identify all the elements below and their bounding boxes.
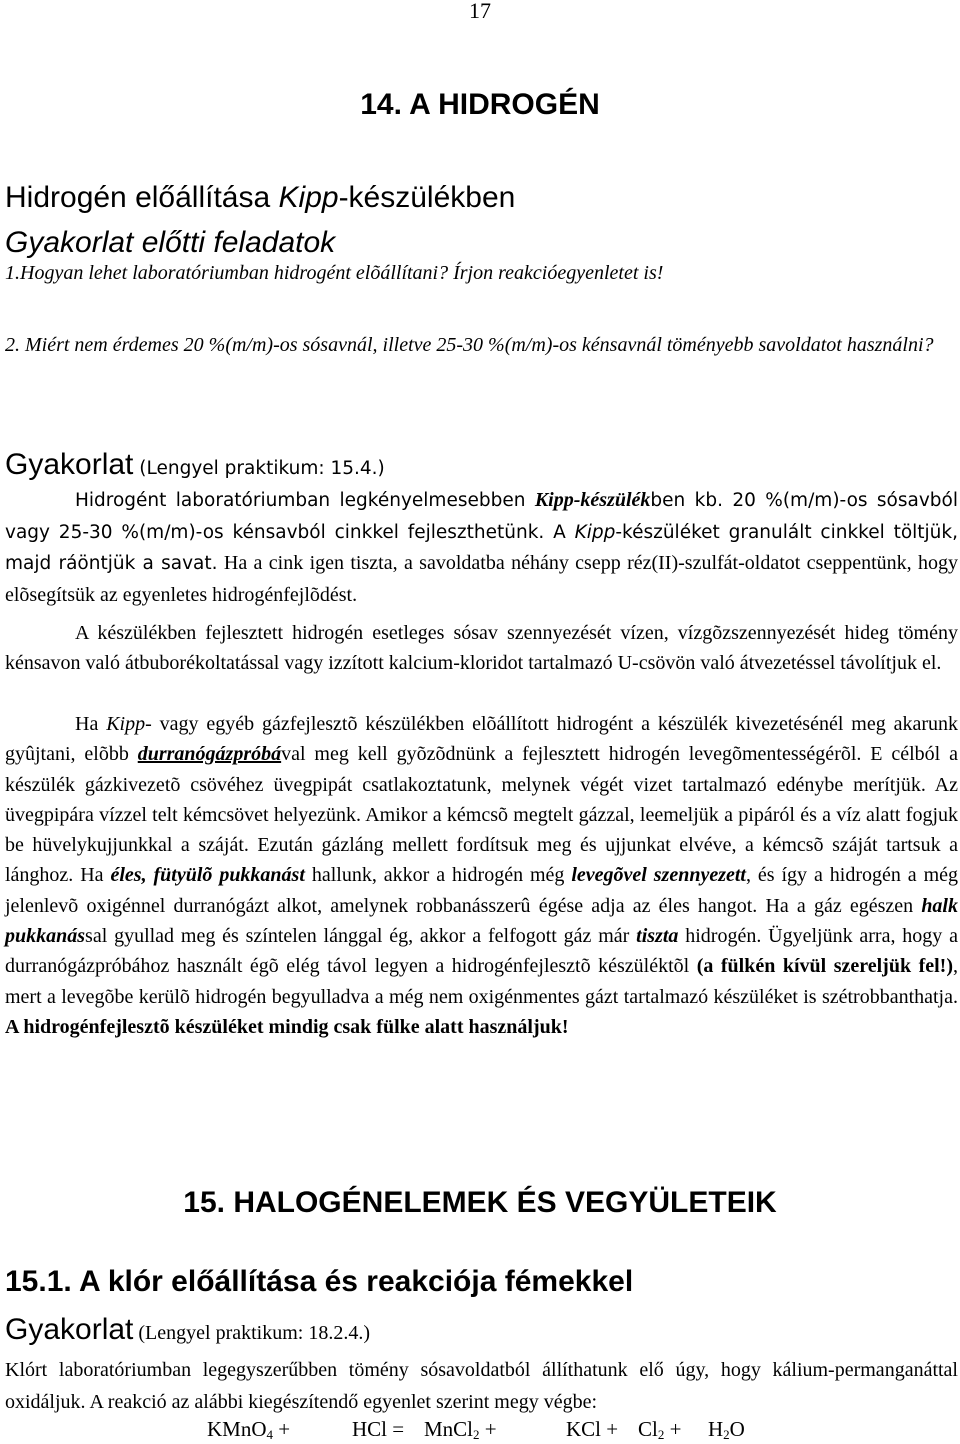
section-title-part: -készülékben — [338, 181, 516, 214]
practice-heading-15 — [5, 1310, 958, 1355]
oxyhydrogen-test-term: durranógázpróbá — [137, 743, 282, 766]
kipp-term: Kipp — [106, 713, 146, 735]
eq-term-h2o — [708, 1417, 745, 1442]
section-title-kipp-word: Kipp — [278, 181, 339, 214]
text-run: -készüléket granulált cinkkel töltjük, majd ráöntjük a savat. — [5, 521, 959, 574]
eq-text: KMnO — [207, 1417, 267, 1441]
practice-reference: (Lengyel praktikum: 15.4.) — [133, 458, 385, 479]
paragraph-chlorine-prep: Klórt laboratóriumban legegyszerűbben tömény sósavoldatból állíthatunk elő úgy, hogy kálium-permanganáttal oxidáljuk. A reakció az alábbi kiegészítendő egyenlet szerint megy végbe: — [5, 1359, 958, 1413]
practice-heading — [5, 445, 958, 490]
text-run: , és így a hidrogén a még jelenlevõ oxigénnel durranógázt alkot, amelynek robbanásszerû égése adja az éles hangot. Ha a gáz egészen — [5, 864, 959, 917]
eq-text: Cl — [638, 1417, 658, 1441]
practice-reference: (Lengyel praktikum: 18.2.4.) — [133, 1322, 371, 1344]
eq-subscript: 2 — [723, 1427, 730, 1442]
text-run: Ha — [75, 713, 107, 735]
text-run: hidrogén. Ügyeljünk arra, hogy a durranógázpróbához használt égõ elég távol legyen a hidrogénfejlesztõ készüléktõl — [5, 925, 958, 978]
chapter-15-title: 15. HALOGÉNELEMEK ÉS VEGYÜLETEIK — [183, 1186, 777, 1219]
fume-hood-note: (a fülkén kívül szereljük fel!) — [696, 955, 953, 978]
pure-term: tiszta — [636, 925, 679, 948]
practice-label: Gyakorlat — [5, 448, 134, 481]
eq-subscript: 2 — [657, 1427, 665, 1442]
text-run: hallunk, akkor a hidrogén még — [304, 864, 572, 887]
eq-term-hcl: HCl = — [352, 1417, 405, 1441]
eq-subscript: 2 — [473, 1427, 480, 1442]
text-run: ben kb. 20 %(m/m)-os sósavból vagy 25-30 %(m/m)-os kénsavból cinkkel fejleszthetünk. A — [5, 490, 958, 543]
chapter-14-title: 14. A HIDROGÉN — [360, 88, 600, 121]
text-run: Ha a cink igen tiszta, a savoldatba néhány csepp réz(II)-szulfát-oldatot cseppentünk, hogy elõsegítsük az egyenletes hidrogénfejlõdést. — [5, 552, 958, 606]
paragraph-oxyhydrogen-test — [5, 709, 958, 1042]
kipp-apparatus-term: Kipp-készülék — [534, 489, 651, 511]
section-15-1-title: 15.1. A klór előállítása és reakciója fémekkel — [5, 1265, 634, 1298]
text-run: , mert a levegõbe kerülõ hidrogén begyulladva a még nem oxigénmentes gázt tartalmazó készüléket is szétrobbanthatja. — [5, 955, 958, 1008]
eq-term-cl2 — [638, 1417, 681, 1442]
eq-term-mncl2 — [424, 1417, 497, 1442]
eq-term-kmno4 — [207, 1417, 290, 1442]
eq-term-kcl: KCl + — [566, 1417, 619, 1441]
eq-text: MnCl — [424, 1417, 474, 1441]
section-title-kipp — [5, 178, 958, 218]
safety-warning: A hidrogénfejlesztõ készüléket mindig csak fülke alatt használjuk! — [5, 1015, 569, 1038]
text-run: - vagy egyéb gázfejlesztõ készülékben elõállított hidrogént a készülék kivezetésénél meg akarunk gyûjtani, elõbb — [5, 713, 958, 766]
page-number: 17 — [469, 0, 491, 23]
quiet-pop-term: halk pukkanás — [5, 894, 958, 948]
practice-label: Gyakorlat — [5, 1313, 134, 1346]
text-run: sal gyullad meg és színtelen lánggal ég, akkor a felfogott gáz már — [85, 925, 637, 948]
prelab-title: Gyakorlat előtti feladatok — [5, 226, 336, 259]
eq-subscript: 4 — [266, 1427, 274, 1442]
paragraph-kipp-intro — [5, 485, 958, 611]
prelab-question-1: 1.Hogyan lehet laboratóriumban hidrogént elõállítani? Írjon reakcióegyenletet is! — [5, 262, 664, 284]
sharp-pop-term: éles, fütyülõ pukkanást — [110, 864, 305, 887]
eq-text: + — [664, 1417, 682, 1441]
section-title-part: Hidrogén előállítása — [5, 181, 279, 214]
air-contaminated-term: levegõvel szennyezett — [571, 864, 746, 887]
eq-text: + — [479, 1417, 497, 1441]
eq-text: O — [729, 1417, 745, 1441]
text-run: val meg kell gyõzõdnünk a fejlesztett hidrogén levegõmentességérõl. E célból a készülék gázkivezetõ csövéhez üvegpipát csatlakoztatunk, melynek végét vizet tartalmazó edénybe merítjük. Az üvegpipára vízzel telt kémcsövet helyezünk. Amikor a kémcsõ megtelt gázzal, leemeljük a pipáról és a víz alatt fogjuk be hüvelykujjunkkal a száját. Ezután gázláng mellett fordítsuk meg és ujjunkat elvéve, a kémcsõ száját tartsuk a lánghoz. Ha — [5, 743, 958, 887]
eq-text: H — [708, 1417, 724, 1441]
prelab-question-2: 2. Miért nem érdemes 20 %(m/m)-os sósavnál, illetve 25-30 %(m/m)-os kénsavnál töményebb savoldatot használni? — [5, 334, 934, 356]
kipp-term: Kipp — [574, 521, 616, 543]
eq-text: + — [273, 1417, 291, 1441]
paragraph-purification: A készülékben fejlesztett hidrogén esetleges sósav szennyezését vízen, vízgõzszennyezését hideg tömény kénsavon való átbuborékoltatással vagy izzított kalcium-kloridot tartalmazó U-csövön való átvezetéssel távolítjuk el. — [5, 622, 958, 675]
text-run: Hidrogént laboratóriumban legkényelmesebben — [75, 490, 535, 511]
